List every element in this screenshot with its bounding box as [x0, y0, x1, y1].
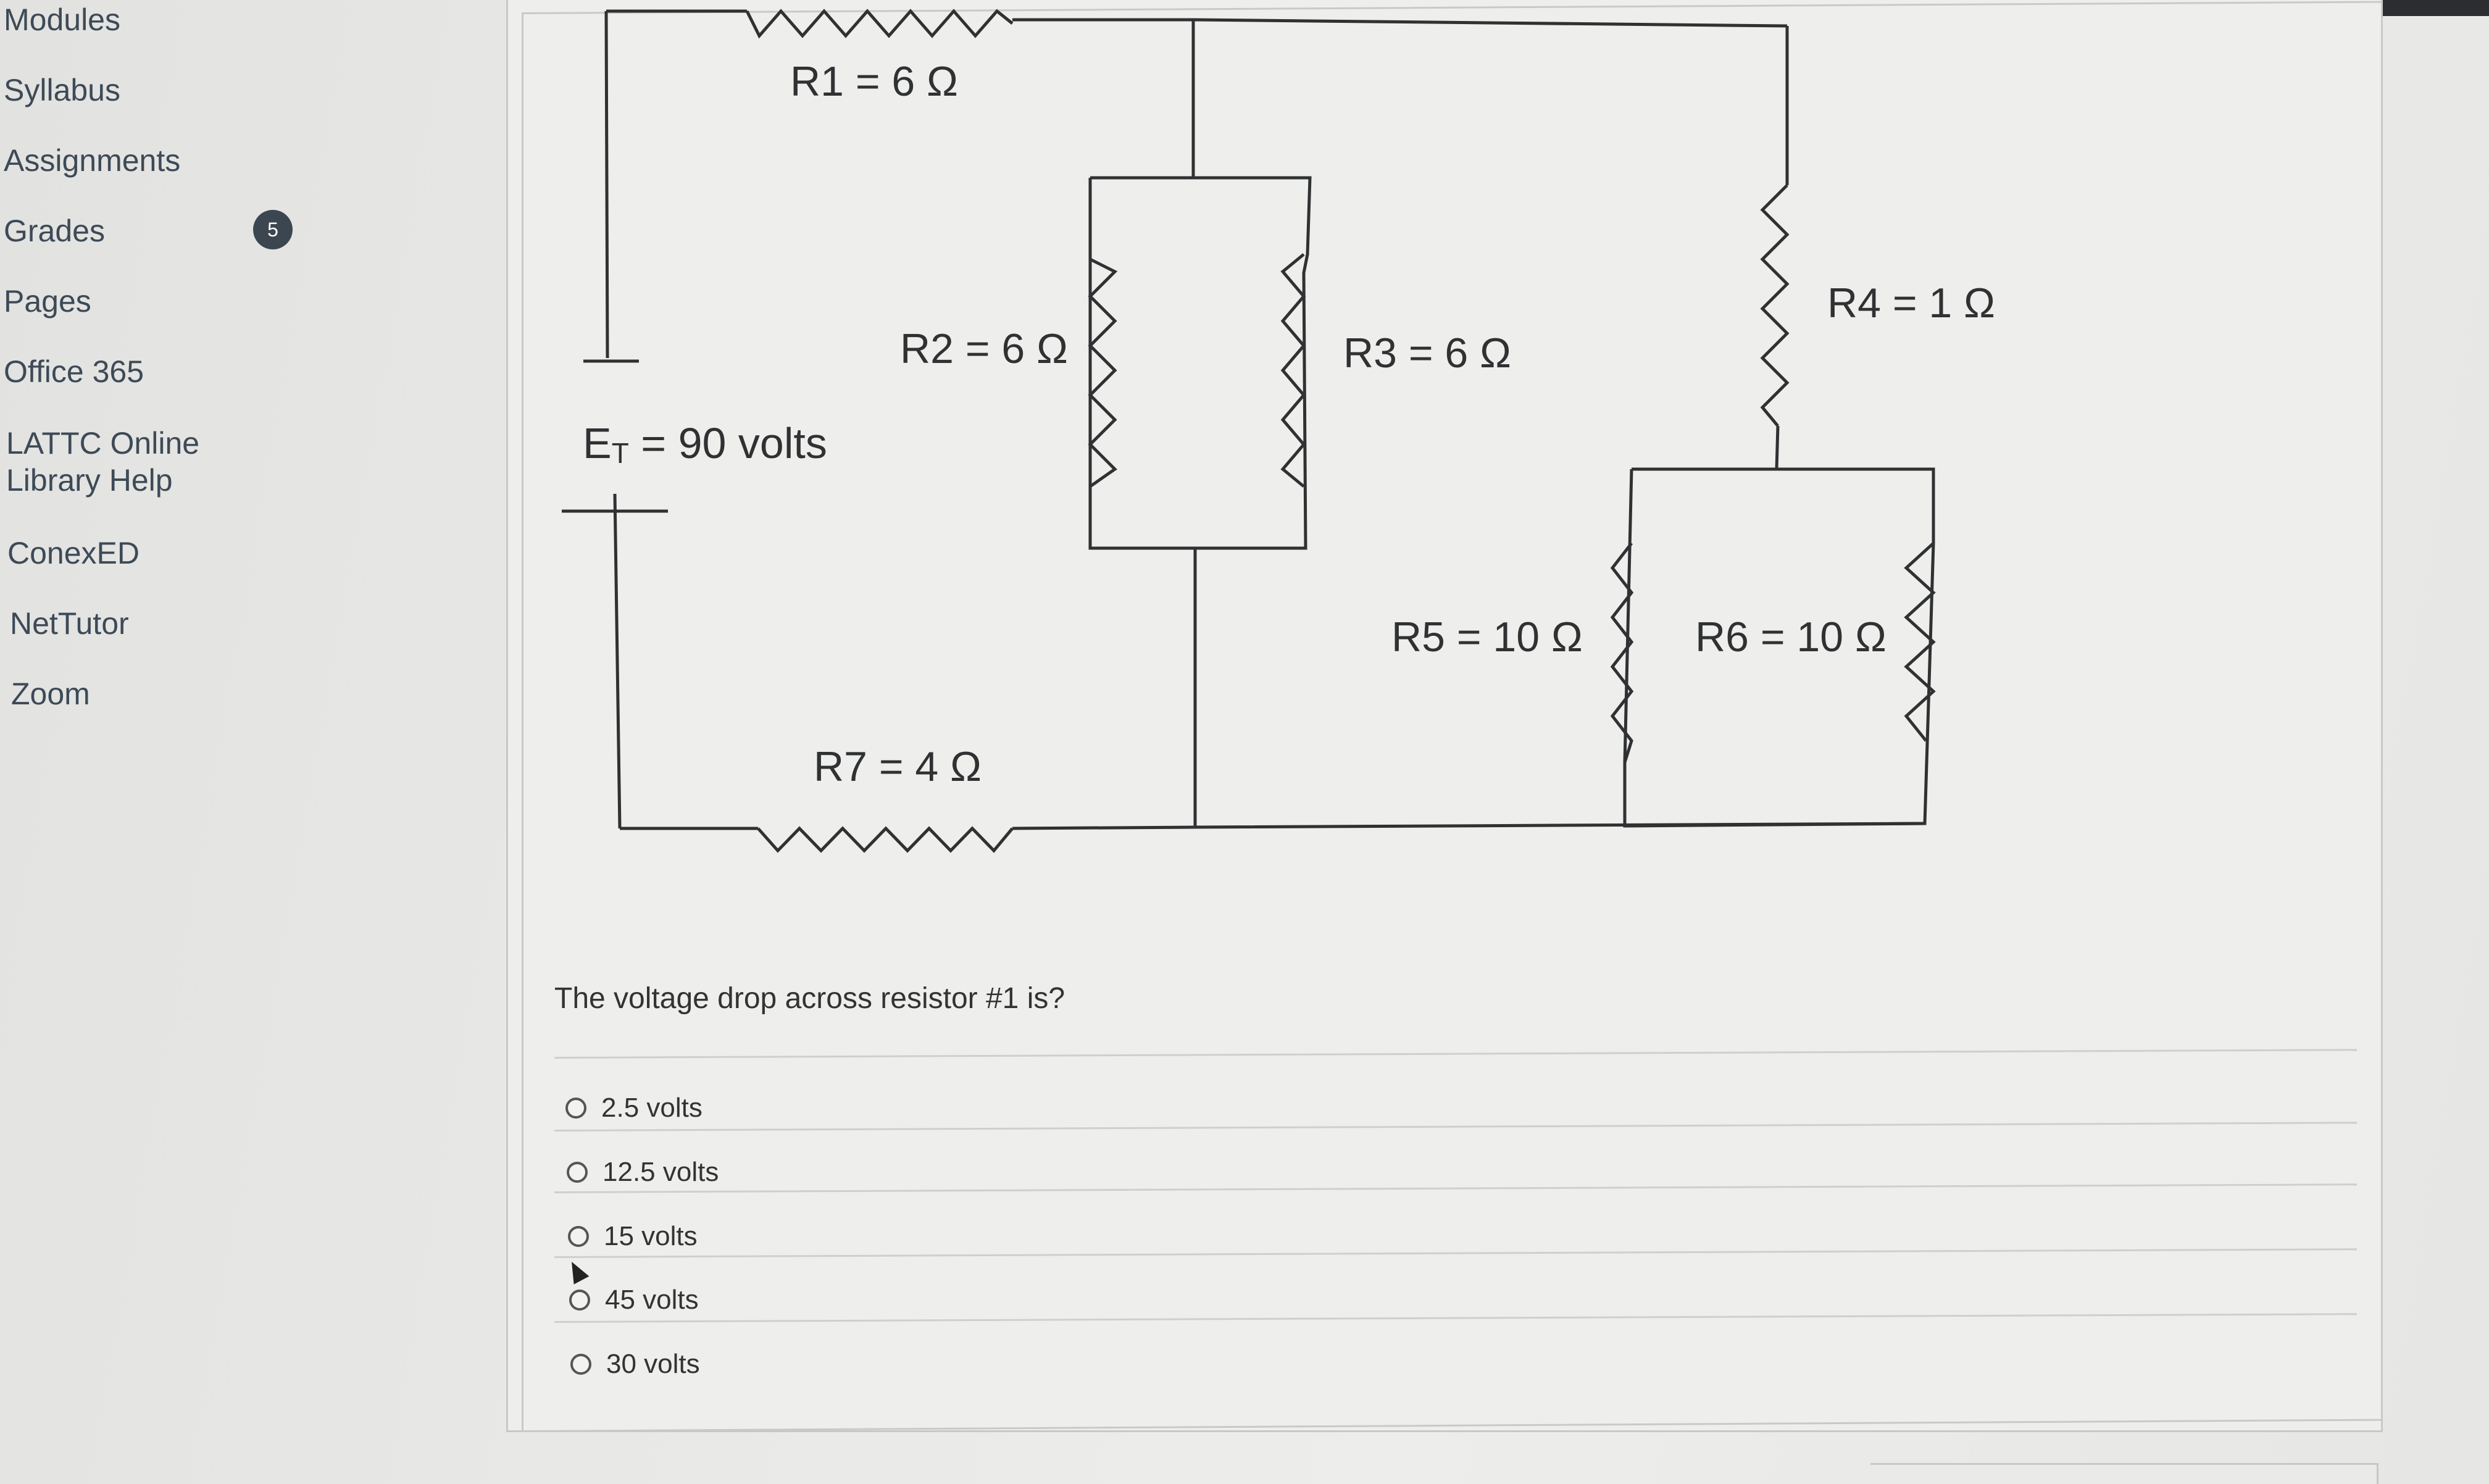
- radio-button[interactable]: [569, 1290, 590, 1311]
- question-text: The voltage drop across resistor #1 is?: [554, 982, 1065, 1015]
- nav-library-help-label-line1: LATTC Online: [6, 426, 200, 461]
- answer-option-4[interactable]: [569, 1280, 699, 1320]
- nav-nettutor-label: NetTutor: [10, 606, 129, 641]
- label-r4: R4 = 1 Ω: [1827, 280, 1995, 327]
- nav-modules[interactable]: [4, 1, 120, 38]
- answer-option-1[interactable]: [565, 1088, 703, 1128]
- answer-label: 12.5 volts: [602, 1157, 719, 1187]
- course-navigation: [0, 0, 494, 1484]
- grades-count-badge: 5: [253, 210, 293, 249]
- nav-grades-label: Grades: [4, 214, 105, 248]
- label-source-prefix: E: [583, 419, 612, 467]
- answer-option-5[interactable]: [570, 1344, 700, 1384]
- nav-nettutor[interactable]: [10, 605, 129, 642]
- nav-zoom-label: Zoom: [11, 677, 90, 711]
- radio-button[interactable]: [567, 1162, 588, 1183]
- radio-button[interactable]: [568, 1226, 589, 1247]
- nav-office-365[interactable]: [4, 353, 144, 390]
- next-question-card-edge: [1870, 1463, 2379, 1484]
- radio-button[interactable]: [565, 1098, 586, 1119]
- answer-label: 45 volts: [605, 1285, 699, 1315]
- answer-label: 30 volts: [606, 1349, 700, 1379]
- nav-grades[interactable]: [4, 212, 105, 249]
- nav-pages-label: Pages: [4, 284, 91, 319]
- label-r6: R6 = 10 Ω: [1695, 614, 1887, 661]
- nav-modules-label: Modules: [4, 2, 120, 37]
- nav-office-365-label: Office 365: [4, 354, 144, 389]
- answer-label: 15 volts: [604, 1221, 698, 1251]
- question-box: [522, 1, 2383, 1432]
- nav-syllabus-label: Syllabus: [4, 73, 120, 107]
- nav-syllabus[interactable]: [4, 72, 120, 109]
- label-r3: R3 = 6 Ω: [1343, 330, 1511, 377]
- answer-option-2[interactable]: [567, 1153, 719, 1192]
- answer-label: 2.5 volts: [601, 1093, 703, 1123]
- label-r2: R2 = 6 Ω: [900, 325, 1068, 372]
- nav-conexed[interactable]: [7, 535, 140, 572]
- answer-option-3[interactable]: [568, 1217, 698, 1256]
- nav-library-help[interactable]: [6, 425, 199, 499]
- label-source-value: = 90 volts: [628, 419, 827, 467]
- nav-zoom[interactable]: [11, 675, 90, 712]
- label-source-sub: T: [611, 437, 629, 469]
- label-r1: R1 = 6 Ω: [790, 58, 958, 105]
- label-r7: R7 = 4 Ω: [814, 743, 982, 790]
- nav-assignments[interactable]: [4, 142, 180, 179]
- nav-pages[interactable]: [4, 283, 91, 320]
- nav-library-help-label-line2: Library Help: [6, 463, 173, 498]
- nav-conexed-label: ConexED: [7, 536, 140, 570]
- nav-assignments-label: Assignments: [4, 143, 181, 178]
- label-r5: R5 = 10 Ω: [1391, 614, 1583, 661]
- radio-button[interactable]: [570, 1354, 591, 1375]
